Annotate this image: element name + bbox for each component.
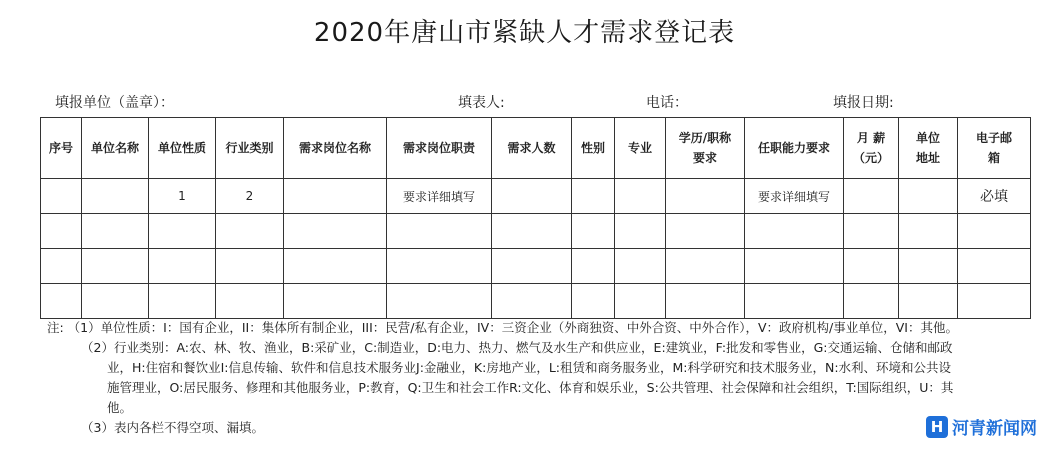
table-cell[interactable] bbox=[844, 214, 899, 249]
col-header: 需求岗位名称 bbox=[284, 118, 387, 179]
table-cell[interactable] bbox=[41, 249, 82, 284]
table-row bbox=[41, 249, 1031, 284]
notes-section bbox=[47, 318, 1032, 438]
col-header: 任职能力要求 bbox=[745, 118, 844, 179]
table-cell[interactable] bbox=[572, 249, 615, 284]
col-header: 学历/职称要求 bbox=[666, 118, 745, 179]
table-cell[interactable]: 1 bbox=[149, 179, 216, 214]
table-cell[interactable] bbox=[41, 214, 82, 249]
note-line: （2）行业类别：A:农、林、牧、渔业，B:采矿业，C:制造业，D:电力、热力、燃气及水生产和供应业，E:建筑业，F:批发和零售业，G:交通运输、仓储和邮政 bbox=[81, 340, 953, 355]
table-cell[interactable]: 要求详细填写 bbox=[745, 179, 844, 214]
table-cell[interactable] bbox=[572, 284, 615, 319]
table-cell[interactable] bbox=[216, 214, 284, 249]
filler-label: 填表人: bbox=[458, 95, 505, 111]
table-cell[interactable] bbox=[41, 179, 82, 214]
table-cell[interactable] bbox=[615, 284, 666, 319]
table-cell[interactable] bbox=[899, 249, 958, 284]
table-cell[interactable] bbox=[958, 249, 1031, 284]
col-header: 序号 bbox=[41, 118, 82, 179]
table-cell[interactable] bbox=[387, 249, 492, 284]
table-cell[interactable] bbox=[899, 179, 958, 214]
table-row bbox=[41, 284, 1031, 319]
table-cell[interactable] bbox=[572, 179, 615, 214]
col-header: 单位名称 bbox=[82, 118, 149, 179]
table-cell[interactable] bbox=[284, 284, 387, 319]
table-cell[interactable] bbox=[572, 214, 615, 249]
note-line: 他。 bbox=[107, 400, 133, 415]
table-cell[interactable] bbox=[844, 249, 899, 284]
table-cell[interactable] bbox=[958, 284, 1031, 319]
table-cell[interactable] bbox=[745, 284, 844, 319]
table-cell[interactable] bbox=[149, 214, 216, 249]
table-cell[interactable] bbox=[745, 249, 844, 284]
table-cell[interactable] bbox=[666, 284, 745, 319]
table-cell[interactable] bbox=[899, 284, 958, 319]
table-cell[interactable]: 要求详细填写 bbox=[387, 179, 492, 214]
table-cell[interactable] bbox=[387, 214, 492, 249]
table-cell[interactable] bbox=[844, 284, 899, 319]
col-header: 专业 bbox=[615, 118, 666, 179]
table-cell[interactable] bbox=[666, 179, 745, 214]
col-header: 单位性质 bbox=[149, 118, 216, 179]
table-cell[interactable] bbox=[284, 249, 387, 284]
table-cell[interactable] bbox=[492, 284, 572, 319]
table-cell[interactable] bbox=[41, 284, 82, 319]
table-cell[interactable] bbox=[492, 249, 572, 284]
col-header: 需求人数 bbox=[492, 118, 572, 179]
table-cell[interactable] bbox=[82, 284, 149, 319]
logo-text: 河青新闻网 bbox=[952, 419, 1037, 439]
note-line: 注: （1）单位性质：I：国有企业，II：集体所有制企业，III：民营/私有企业，IV：三资企业（外商独资、中外合资、中外合作），V：政府机构/事业单位，VI：其他。 bbox=[47, 320, 958, 335]
col-header: 行业类别 bbox=[216, 118, 284, 179]
note-line: 施管理业，O:居民服务、修理和其他服务业，P:教育，Q:卫生和社会工作R:文化、体育和娱乐业，S:公共管理、社会保障和社会组织，T:国际组织，U：其 bbox=[107, 380, 954, 395]
table-cell[interactable] bbox=[284, 179, 387, 214]
table-cell[interactable] bbox=[149, 249, 216, 284]
table-cell[interactable]: 必填 bbox=[958, 179, 1031, 214]
col-header: 单位地址 bbox=[899, 118, 958, 179]
phone-label: 电话： bbox=[646, 95, 688, 111]
table-cell[interactable] bbox=[615, 214, 666, 249]
note-line: （3）表内各栏不得空项、漏填。 bbox=[81, 420, 264, 435]
table-cell[interactable]: 2 bbox=[216, 179, 284, 214]
col-header: 性别 bbox=[572, 118, 615, 179]
table-cell[interactable] bbox=[492, 214, 572, 249]
table-cell[interactable] bbox=[666, 214, 745, 249]
table-cell[interactable] bbox=[958, 214, 1031, 249]
unit-label: 填报单位（盖章）： bbox=[55, 95, 174, 111]
table-cell[interactable] bbox=[284, 214, 387, 249]
site-watermark bbox=[926, 414, 1037, 439]
col-header: 需求岗位职责 bbox=[387, 118, 492, 179]
table-cell[interactable] bbox=[615, 249, 666, 284]
table-cell[interactable] bbox=[82, 214, 149, 249]
table-cell[interactable] bbox=[387, 284, 492, 319]
table-cell[interactable] bbox=[492, 179, 572, 214]
table-cell[interactable] bbox=[844, 179, 899, 214]
table-cell[interactable] bbox=[216, 249, 284, 284]
header-row bbox=[41, 118, 1031, 179]
table-cell[interactable] bbox=[82, 249, 149, 284]
table-row bbox=[41, 214, 1031, 249]
table-cell[interactable] bbox=[615, 179, 666, 214]
table-cell[interactable] bbox=[149, 284, 216, 319]
page-title: 2020年唐山市紧缺人才需求登记表 bbox=[313, 18, 736, 48]
table-cell[interactable] bbox=[899, 214, 958, 249]
col-header: 电子邮箱 bbox=[958, 118, 1031, 179]
note-line: 业，H:住宿和餐饮业I:信息传输、软件和信息技术服务业J:金融业，K:房地产业，L:租赁和商务服务业，M:科学研究和技术服务业，N:水利、环境和公共设 bbox=[107, 360, 952, 375]
table-cell[interactable] bbox=[666, 249, 745, 284]
table-cell[interactable] bbox=[82, 179, 149, 214]
col-header: 月 薪（元） bbox=[844, 118, 899, 179]
logo-icon: H bbox=[926, 416, 948, 438]
date-label: 填报日期: bbox=[833, 95, 894, 111]
table-cell[interactable] bbox=[216, 284, 284, 319]
registration-table bbox=[40, 117, 1031, 319]
table-cell[interactable] bbox=[745, 214, 844, 249]
table-row bbox=[41, 179, 1031, 214]
